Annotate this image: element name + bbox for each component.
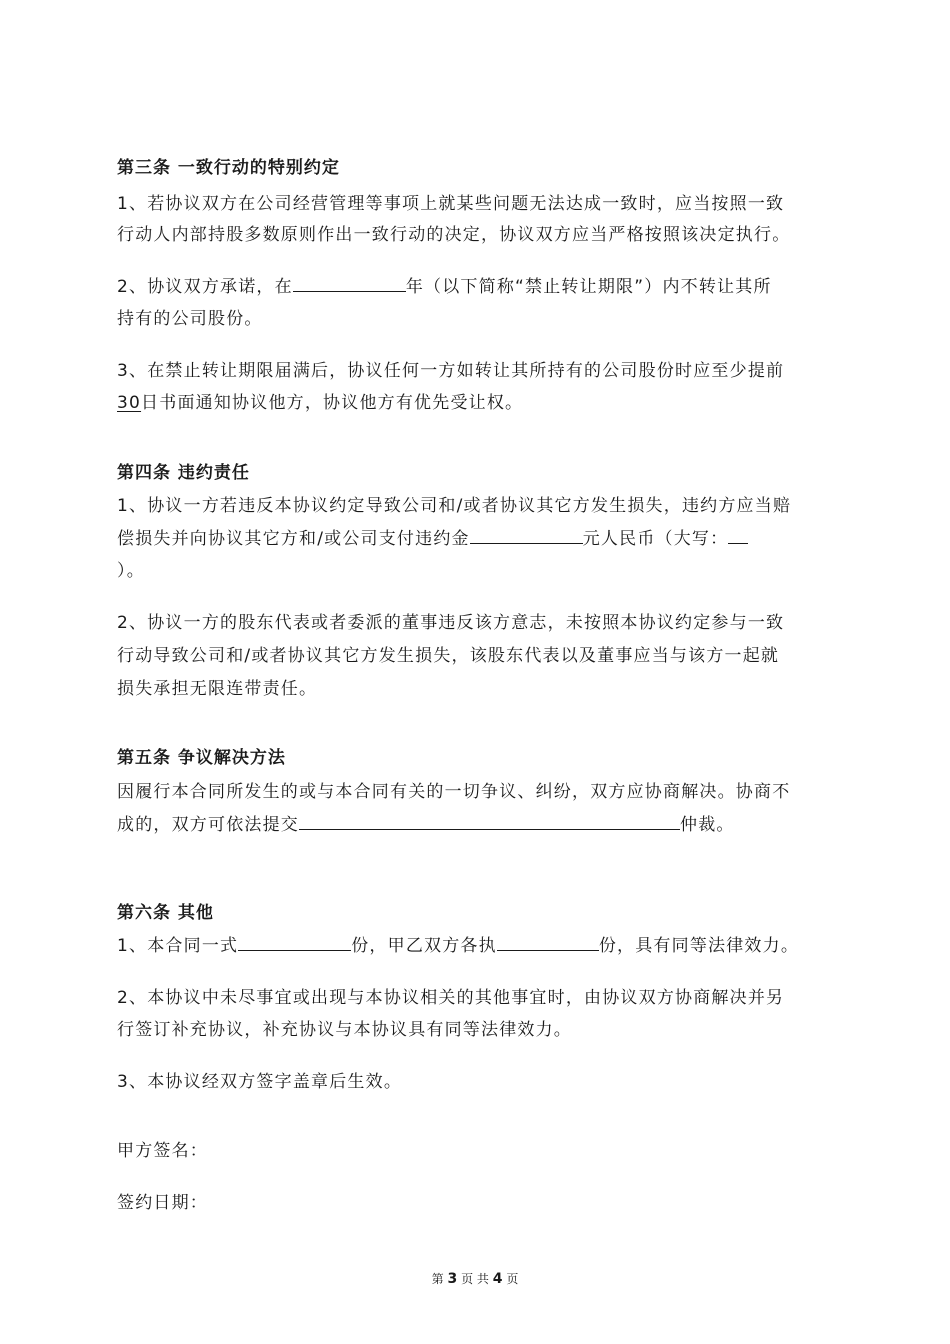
article-3-para-2-line-1 bbox=[117, 272, 772, 297]
article-3-para-1-line-2: 行动人内部持股多数原则作出一致行动的决定，协议双方应当严格按照该决定执行。 bbox=[117, 225, 791, 245]
penalty-amount-blank[interactable] bbox=[470, 525, 583, 544]
article-3-para-2-line-2: 持有的公司股份。 bbox=[117, 309, 263, 329]
article-4-para-2-line-2: 行动导致公司和/或者协议其它方发生损失，该股东代表以及董事应当与该方一起就 bbox=[117, 646, 780, 666]
article-5-line-1: 因履行本合同所发生的或与本合同有关的一切争议、纠纷，双方应协商解决。协商不 bbox=[117, 782, 791, 802]
party-a-signature-label: 甲方签名： bbox=[117, 1141, 208, 1161]
article-6-para-1-text-a: 1、本合同一式 bbox=[117, 936, 239, 956]
copies-count-blank[interactable] bbox=[238, 932, 351, 951]
article-6-para-1 bbox=[117, 931, 799, 956]
copies-each-blank[interactable] bbox=[497, 932, 599, 951]
footer-suffix: 页 bbox=[506, 1272, 519, 1286]
article-5-line-2 bbox=[117, 810, 735, 835]
article-6-para-1-text-c: 份，具有同等法律效力。 bbox=[598, 936, 800, 956]
article-4-para-2-line-3: 损失承担无限连带责任。 bbox=[117, 679, 318, 699]
article-4-para-1-text-a: 偿损失并向协议其它方和/或公司支付违约金 bbox=[117, 529, 470, 549]
article-4-para-1-line-2 bbox=[117, 524, 748, 549]
arbitration-body-blank[interactable] bbox=[299, 811, 680, 830]
page-footer bbox=[0, 1270, 950, 1287]
current-page-number: 3 bbox=[447, 1271, 458, 1287]
footer-prefix: 第 bbox=[431, 1272, 444, 1286]
total-page-count: 4 bbox=[492, 1271, 503, 1287]
article-6-para-2-line-2: 行签订补充协议，补充协议与本协议具有同等法律效力。 bbox=[117, 1020, 572, 1040]
article-3-para-2-text-a: 2、协议双方承诺，在 bbox=[117, 277, 293, 297]
article-3-heading: 第三条 一致行动的特别约定 bbox=[117, 158, 340, 178]
penalty-amount-words-blank[interactable] bbox=[728, 525, 748, 544]
notice-days: 30 bbox=[117, 393, 142, 413]
article-3-para-3-line-2 bbox=[117, 388, 523, 413]
article-3-para-3-text: 日书面通知协议他方，协议他方有优先受让权。 bbox=[141, 393, 524, 413]
article-5-text-a: 成的，双方可依法提交 bbox=[117, 815, 299, 835]
article-6-heading: 第六条 其他 bbox=[117, 903, 214, 923]
article-4-para-2-line-1: 2、协议一方的股东代表或者委派的董事违反该方意志，未按照本协议约定参与一致 bbox=[117, 613, 785, 633]
article-6-para-1-text-b: 份，甲乙双方各执 bbox=[351, 936, 497, 956]
article-4-heading: 第四条 违约责任 bbox=[117, 463, 250, 483]
article-3-para-3-line-1: 3、在禁止转让期限届满后，协议任何一方如转让其所持有的公司股份时应至少提前 bbox=[117, 361, 785, 381]
footer-middle: 页 共 bbox=[461, 1272, 489, 1286]
article-4-para-1-text-b: 元人民币（大写： bbox=[582, 529, 729, 549]
article-3-para-2-text-b: 年（以下简称“禁止转让期限”）内不转让其所 bbox=[405, 277, 772, 297]
transfer-years-blank[interactable] bbox=[293, 273, 406, 292]
article-5-text-b: 仲裁。 bbox=[680, 815, 735, 835]
article-5-heading: 第五条 争议解决方法 bbox=[117, 748, 286, 768]
article-4-para-1-line-3: ）。 bbox=[117, 561, 145, 581]
article-6-para-2-line-1: 2、本协议中未尽事宜或出现与本协议相关的其他事宜时，由协议双方协商解决并另 bbox=[117, 988, 785, 1008]
article-6-para-3: 3、本协议经双方签字盖章后生效。 bbox=[117, 1072, 403, 1092]
article-3-para-1-line-1: 1、若协议双方在公司经营管理等事项上就某些问题无法达成一致时，应当按照一致 bbox=[117, 194, 785, 214]
article-4-para-1-line-1: 1、协议一方若违反本协议约定导致公司和/或者协议其它方发生损失，违约方应当赔 bbox=[117, 496, 792, 516]
signing-date-label: 签约日期： bbox=[117, 1193, 208, 1213]
